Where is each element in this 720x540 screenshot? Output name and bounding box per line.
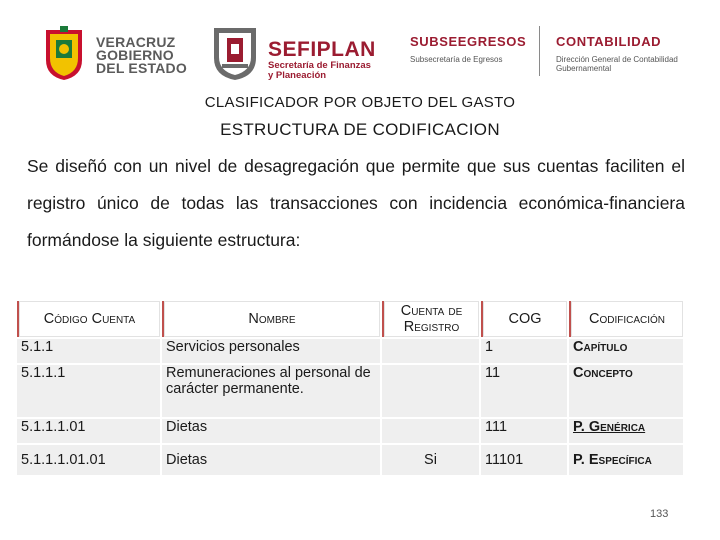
contabilidad-block [556, 34, 678, 73]
subsecretaria-block [410, 34, 526, 64]
cell-cog: 1 [481, 339, 567, 363]
contabilidad-title: CONTABILIDAD [556, 34, 662, 49]
header-divider [539, 26, 540, 76]
cell-nombre: Dietas [162, 445, 380, 475]
header-codificacion: Codificación [569, 301, 683, 337]
cell-registro [382, 339, 479, 363]
cell-codificacion: P. Genérica [569, 419, 683, 443]
veracruz-wordmark [96, 36, 187, 75]
contabilidad-text-line-1: Dirección General de Contabilidad [556, 55, 678, 64]
cell-nombre: Servicios personales [162, 339, 380, 363]
sefiplan-crest-icon [210, 24, 260, 82]
cell-nombre: Remuneraciones al personal de carácter permanente. [162, 365, 380, 417]
table-row [17, 445, 683, 475]
sefiplan-logo [210, 24, 390, 84]
cell-codigo: 5.1.1.1 [17, 365, 160, 417]
document-subtitle: ESTRUCTURA DE CODIFICACION [220, 120, 500, 139]
cell-cog: 11101 [481, 445, 567, 475]
veracruz-line-2: GOBIERNO [96, 47, 174, 63]
sefiplan-sub-line-2: y Planeación [268, 70, 327, 81]
cell-codificacion: Capítulo [569, 339, 683, 363]
cell-codigo: 5.1.1.1.01.01 [17, 445, 160, 475]
sefiplan-sub-line-1: Secretaría de Finanzas [268, 60, 371, 71]
header-cuenta-registro: Cuenta de Registro [382, 301, 479, 337]
table-header-row [17, 301, 683, 337]
document-title: CLASIFICADOR POR OBJETO DEL GASTO [204, 94, 516, 111]
table-row [17, 419, 683, 443]
contabilidad-text [556, 55, 678, 73]
header-nombre: Nombre [162, 301, 380, 337]
subsecretaria-title: SUBSEEGRESOS [410, 34, 527, 49]
cell-codigo: 5.1.1 [17, 339, 160, 363]
cell-codificacion: P. Específica [569, 445, 683, 475]
cell-cog: 111 [481, 419, 567, 443]
cell-registro [382, 365, 479, 417]
codification-table [15, 299, 685, 477]
header-bar [0, 18, 720, 88]
subsecretaria-text: Subsecretaría de Egresos [410, 55, 503, 64]
cell-registro [382, 419, 479, 443]
header-codigo-cuenta: Código Cuenta [17, 301, 160, 337]
header-cog: COG [481, 301, 567, 337]
sefiplan-name: SEFIPLAN [268, 38, 376, 61]
contabilidad-text-line-2: Gubernamental [556, 64, 612, 73]
page-number: 133 [650, 508, 669, 520]
table-row [17, 339, 683, 363]
cell-codigo: 5.1.1.1.01 [17, 419, 160, 443]
table-row [17, 365, 683, 417]
cell-codificacion: Concepto [569, 365, 683, 417]
cell-registro: Si [382, 445, 479, 475]
sefiplan-subtitle [268, 61, 371, 81]
veracruz-logo [40, 22, 190, 86]
cell-nombre: Dietas [162, 419, 380, 443]
intro-paragraph: Se diseñó con un nivel de desagregación que permite que sus cuentas faciliten el registro único de todas las transacciones con incidencia económica-financiera formándose la siguiente estructura: [27, 156, 685, 250]
veracruz-line-3: DEL ESTADO [96, 60, 187, 76]
veracruz-crest-icon [40, 24, 88, 82]
cell-cog: 11 [481, 365, 567, 417]
veracruz-line-1: VERACRUZ [96, 34, 176, 50]
